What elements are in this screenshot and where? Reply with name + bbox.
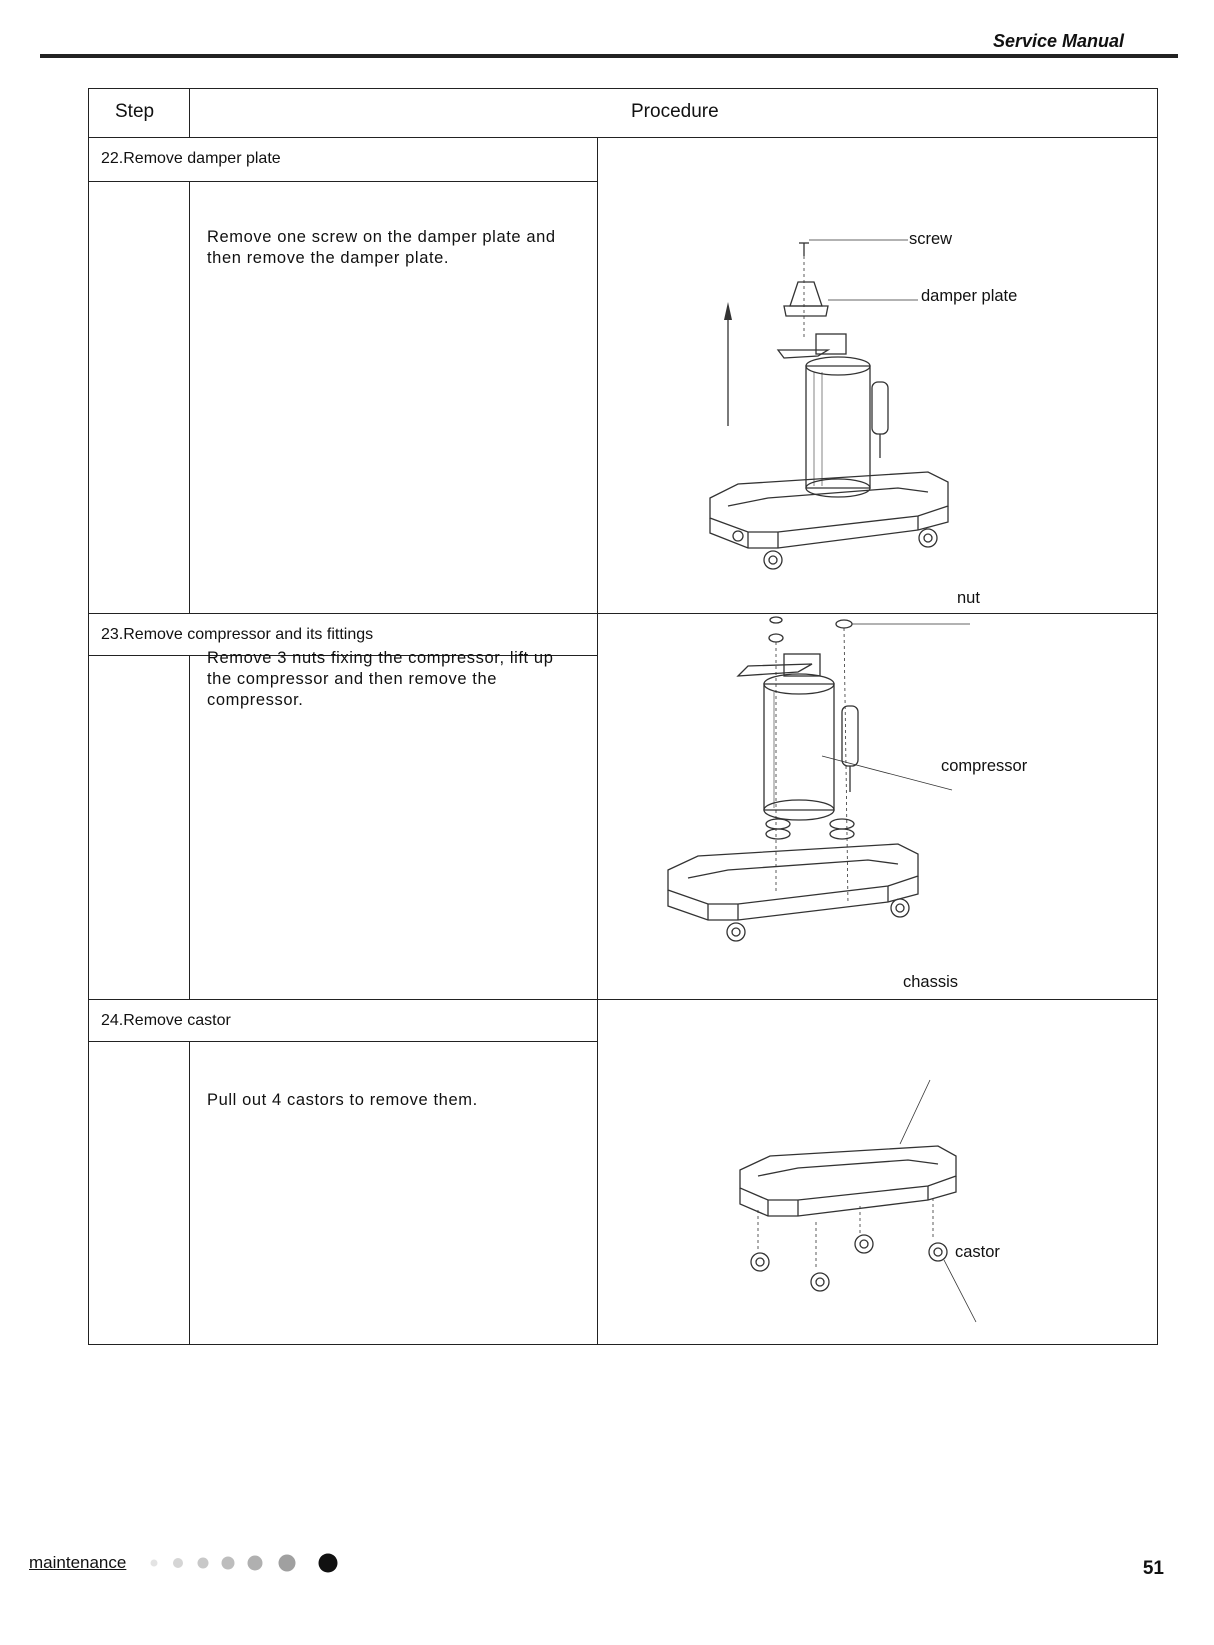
- header-title: Service Manual: [992, 31, 1124, 51]
- damper-plate-illustration: [598, 138, 1156, 612]
- step-22-title: 22.Remove damper plate: [101, 150, 281, 167]
- procedure-table: [88, 88, 1158, 1345]
- step-22-text: Remove one screw on the damper plate and then remove the damper plate.: [207, 228, 556, 267]
- column-header-procedure: Procedure: [631, 101, 719, 122]
- label-compressor: compressor: [941, 757, 1028, 775]
- section-progress-dots: [148, 1551, 348, 1575]
- step-22-title-divider: [89, 181, 597, 182]
- label-chassis: chassis: [903, 973, 959, 991]
- step-24-title-divider: [89, 1041, 597, 1042]
- header-divider: [189, 89, 190, 137]
- header-rule: [40, 54, 1178, 58]
- step-23-title: 23.Remove compressor and its fittings: [101, 626, 374, 643]
- step-23-column-divider: [189, 655, 190, 999]
- step-24-title: 24.Remove castor: [101, 1012, 231, 1029]
- label-castor: castor: [955, 1243, 1000, 1261]
- step-23-text: Remove 3 nuts fixing the compressor, lift up the compressor and then remove the compressor.: [207, 649, 554, 709]
- column-header-step: Step: [115, 101, 155, 122]
- label-screw: screw: [909, 230, 953, 248]
- step-24-text: Pull out 4 castors to remove them.: [207, 1091, 478, 1109]
- page-number: 51: [1142, 1558, 1164, 1579]
- footer-section-label: maintenance: [29, 1553, 127, 1572]
- castor-illustration: [598, 1000, 1156, 1344]
- step-24-column-divider: [189, 1041, 190, 1344]
- label-nut: nut: [957, 589, 980, 607]
- label-damper-plate: damper plate: [921, 287, 1018, 305]
- compressor-illustration: [598, 614, 1156, 998]
- step-22-column-divider: [189, 181, 190, 613]
